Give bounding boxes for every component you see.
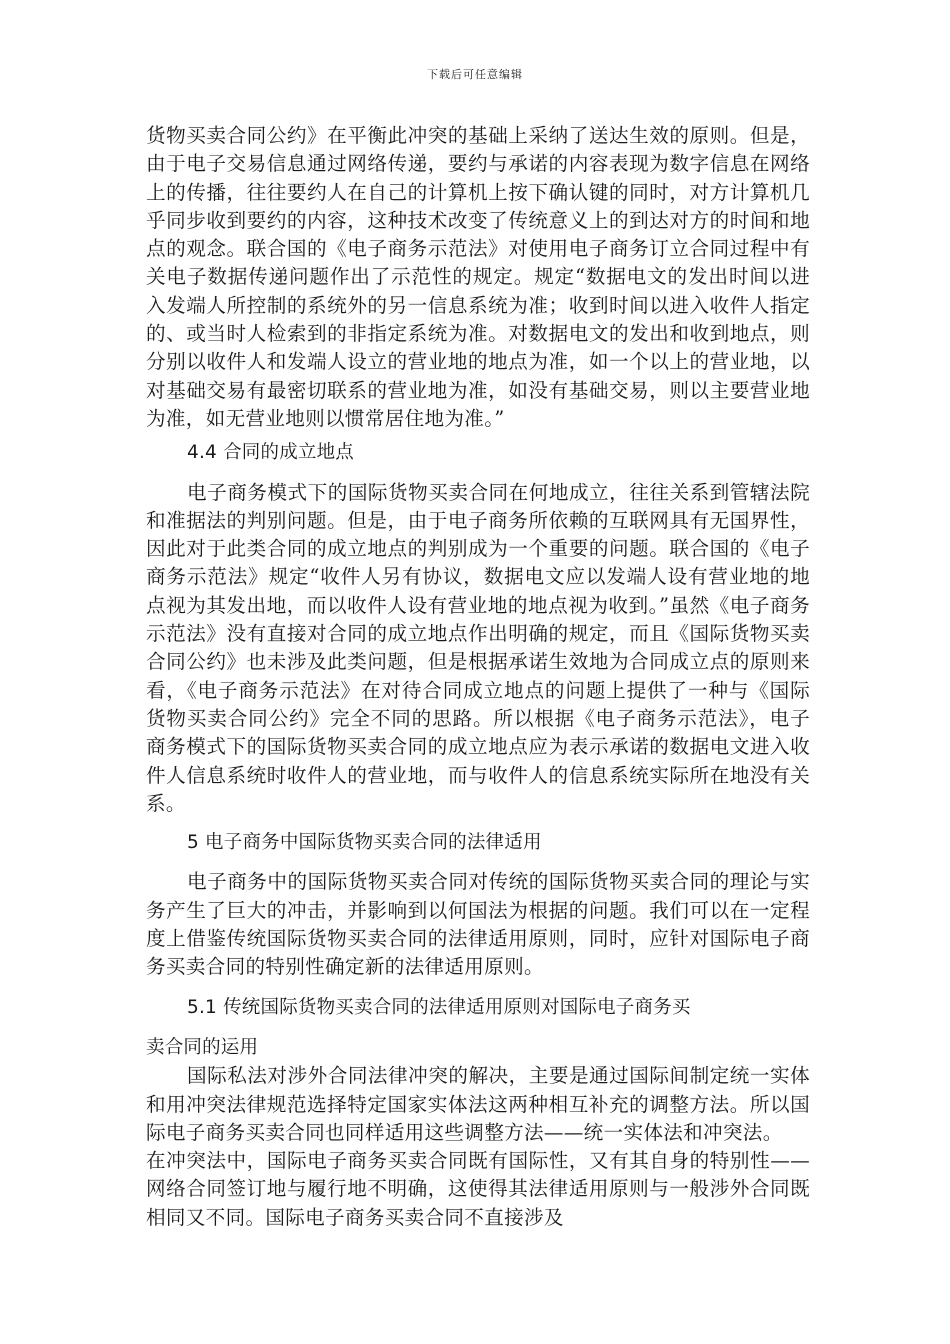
- section-heading-5: 5 电子商务中国际货物买卖合同的法律适用: [187, 832, 542, 854]
- section-heading-5-1: 5.1 传统国际货物买卖合同的法律适用原则对国际电子商务买: [187, 996, 691, 1018]
- paragraph-1: 货物买卖合同公约》在平衡此冲突的基础上采纳了送达生效的原则。但是，由于电子交易信息通过网络传递，要约与承诺的内容表现为数字信息在网络上的传播，往往要约人在自己的计算机上按下确认键的同时，对方计算机几乎同步收到要约的内容，这种技术改变了传统意义上的到达对方的时间和地点的观念。联合国的《电子商务示范法》对使用电子商务订立合同过程中有关电子数据传递问题作出了示范性的规定。规定“数据电文的发出时间以进入发端人所控制的系统外的另一信息系统为准；收到时间以进入收件人指定的、或当时人检索到的非指定系统为准。对数据电文的发出和收到地点，则分别以收件人和发端人设立的营业地的地点为准，如一个以上的营业地，以对基础交易有最密切联系的营业地为准，如没有基础交易，则以主要营业地为准，如无营业地则以惯常居住地为准。”: [146, 124, 810, 430]
- section-heading-4-4: 4.4 合同的成立地点: [187, 442, 355, 464]
- document-body: [146, 122, 810, 1232]
- paragraph-2: 电子商务模式下的国际货物买卖合同在何地成立，往往关系到管辖法院和准据法的判别问题。但是，由于电子商务所依赖的互联网具有无国界性，因此对于此类合同的成立地点的判别成为一个重要的问题。联合国的《电子商务示范法》规定“收件人另有协议，数据电文应以发端人设有营业地的地点视为其发出地，而以收件人设有营业地的地点视为收到。”虽然《电子商务示范法》没有直接对合同的成立地点作出明确的规定，而且《国际货物买卖合同公约》也未涉及此类问题，但是根据承诺生效地为合同成立点的原则来看，《电子商务示范法》在对待合同成立地点的问题上提供了一种与《国际货物买卖合同公约》完全不同的思路。所以根据《电子商务示范法》，电子商务模式下的国际货物买卖合同的成立地点应为表示承诺的数据电文进入收件人信息系统时收件人的营业地，而与收件人的信息系统实际所在地没有关系。: [146, 480, 810, 815]
- paragraph-5: 在冲突法中，国际电子商务买卖合同既有国际性，又有其自身的特别性——网络合同签订地与履行地不明确，这使得其法律适用原则与一般涉外合同既相同又不同。国际电子商务买卖合同不直接涉及: [146, 1149, 810, 1229]
- paragraph-3: 电子商务中的国际货物买卖合同对传统的国际货物买卖合同的理论与实务产生了巨大的冲击，并影响到以何国法为根据的问题。我们可以在一定程度上借鉴传统国际货物买卖合同的法律适用原则，同时，应针对国际电子商务买卖合同的特别性确定新的法律适用原则。: [146, 870, 810, 979]
- section-heading-5-1-continued: 卖合同的运用: [146, 1036, 259, 1058]
- header-note: 下载后可任意编辑: [427, 68, 523, 81]
- paragraph-4: 国际私法对涉外合同法律冲突的解决，主要是通过国际间制定统一实体和用冲突法律规范选择特定国家实体法这两种相互补充的调整方法。所以国际电子商务买卖合同也同样适用这些调整方法——统一实体法和冲突法。: [146, 1064, 810, 1144]
